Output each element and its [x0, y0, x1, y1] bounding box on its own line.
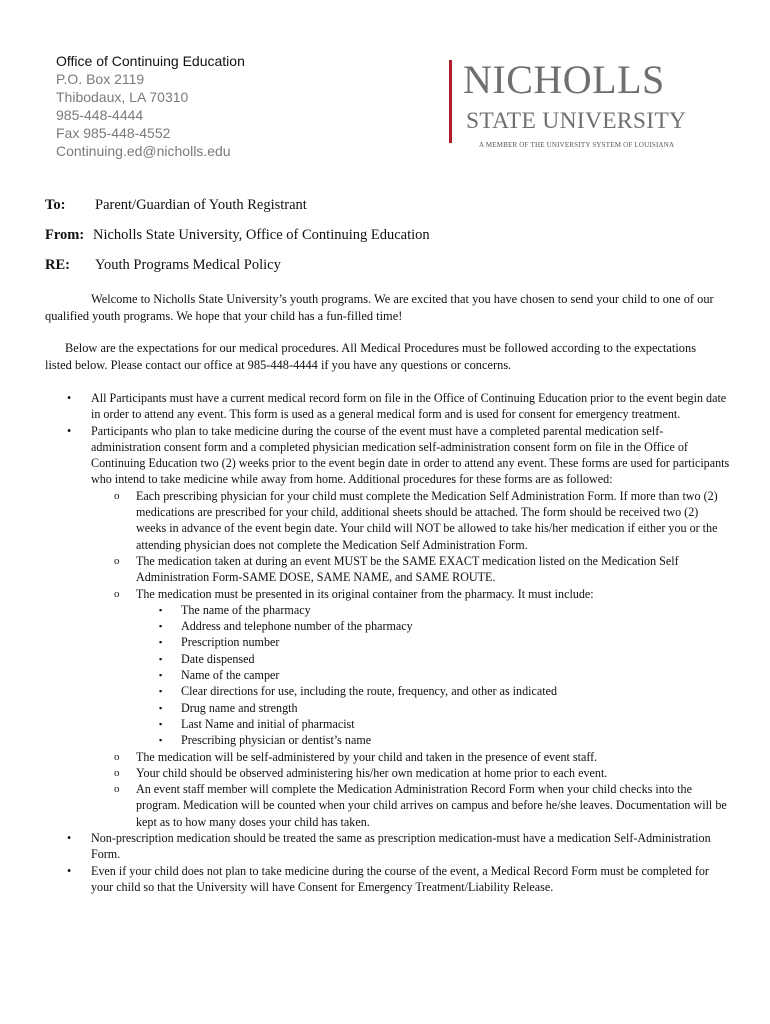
requirement-text: Prescribing physician or dentist’s name [181, 733, 372, 748]
requirement-item [136, 602, 730, 618]
memo-re-value: Youth Programs Medical Policy [95, 257, 281, 273]
square-marker: ▪ [159, 653, 163, 664]
sub-item [91, 781, 730, 830]
logo-tagline: A MEMBER OF THE UNIVERSITY SYSTEM OF LOUISIANA [479, 141, 675, 149]
square-marker: ▪ [159, 670, 163, 681]
logo-name: NICHOLLS [463, 57, 665, 102]
square-marker: ▪ [159, 621, 163, 632]
memo-to-label: To: [45, 197, 66, 213]
requirement-item [136, 700, 730, 716]
bullet-marker: • [67, 831, 72, 846]
sub-item [91, 749, 730, 765]
policy-bullet [45, 863, 730, 896]
requirement-text: Clear directions for use, including the route, frequency, and other as indicated [181, 684, 558, 699]
sub-marker: o [114, 750, 120, 763]
requirement-item [136, 667, 730, 683]
requirement-text: Drug name and strength [181, 700, 298, 715]
bullet-marker: • [67, 423, 72, 438]
requirement-text: Date dispensed [181, 651, 255, 666]
square-marker: ▪ [159, 637, 163, 648]
requirement-text: Prescription number [181, 635, 280, 650]
bullet-text: All Participants must have a current medical record form on file in the Office of Continuing Education prior to the event begin date in order to attend any event. This form is used as a general medical form and is used for consent for emergency treatment. [91, 391, 727, 422]
sub-item [91, 586, 730, 749]
welcome-paragraph: Welcome to Nicholls State University’s youth programs. We are excited that you have chosen to send your child to one of our qualified youth programs. We hope that your child has a fun-filled time! [45, 292, 714, 323]
requirement-item [136, 634, 730, 650]
requirement-item [136, 716, 730, 732]
logo-accent-bar [449, 60, 452, 143]
requirement-item [136, 732, 730, 748]
sub-text: An event staff member will complete the Medication Administration Record Form when your child checks into the program. Medication will be counted when your child arrives on campus and before he/she leaves. Documentation will be kept as to how many doses your child has taken. [136, 782, 727, 829]
office-po-box: P.O. Box 2119 [56, 71, 145, 87]
office-phone: 985-448-4444 [56, 107, 144, 123]
office-title: Office of Continuing Education [56, 53, 245, 69]
sub-text: Each prescribing physician for your child must complete the Medication Self Administration Form. If more than two (2) medications are prescribed for your child, additional sheets should be attached. The form should be received two (2) weeks in advance of the event begin date. Your child will NOT be allowed to take his/her medication if either you or the attending physician does not complete the Medication Self Administration Form. [136, 488, 718, 552]
sub-text: The medication taken at during an event MUST be the SAME EXACT medication listed on the Medication Self Administration Form-SAME DOSE, SAME NAME, and SAME ROUTE. [136, 553, 679, 585]
sub-marker: o [114, 587, 120, 600]
square-marker: ▪ [159, 702, 163, 713]
requirement-text: The name of the pharmacy [181, 602, 311, 617]
bullet-text: Non-prescription medication should be treated the same as prescription medication-must have a medication Self-Administration Form. [91, 831, 711, 862]
expectations-paragraph: Below are the expectations for our medical procedures. All Medical Procedures must be followed according to the expectations listed below. Please contact our office at 985-448-4444 if you have any questions or concerns. [45, 341, 697, 372]
sub-text: Your child should be observed administering his/her own medication at home prior to each event. [136, 765, 608, 780]
requirement-text: Last Name and initial of pharmacist [181, 716, 355, 731]
office-email: Continuing.ed@nicholls.edu [56, 143, 231, 159]
memo-from-value: Nicholls State University, Office of Continuing Education [93, 227, 430, 243]
office-city: Thibodaux, LA 70310 [56, 89, 189, 105]
sub-marker: o [114, 489, 120, 502]
requirement-item [136, 618, 730, 634]
logo-subtitle: STATE UNIVERSITY [466, 108, 687, 134]
office-address-block [56, 52, 245, 160]
requirement-list [136, 602, 730, 749]
square-marker: ▪ [159, 735, 163, 746]
sub-list [91, 488, 730, 830]
memo-to-value: Parent/Guardian of Youth Registrant [95, 197, 307, 213]
bullet-text: Participants who plan to take medicine during the course of the event must have a completed parental medication self-administration consent form and a completed physician medication self-administration consent form on file in the Office of Continuing Education two (2) weeks prior to the event begin date in order to attend any event. These forms are used for participants who intend to take medicine while away from home. Additional procedures for these forms are as followed: [91, 423, 730, 487]
sub-item [91, 488, 730, 553]
requirement-item [136, 651, 730, 667]
memo-re-label: RE: [45, 257, 70, 273]
square-marker: ▪ [159, 718, 163, 729]
sub-item [91, 553, 730, 586]
nicholls-logo [449, 57, 699, 152]
policy-bullet [45, 423, 730, 830]
sub-item [91, 765, 730, 781]
sub-marker: o [114, 783, 120, 796]
bullet-text: Even if your child does not plan to take medicine during the course of the event, a Medical Record Form must be completed for your child so that the University will have Consent for Emergency Treatment/Liability Release. [91, 863, 709, 894]
sub-marker: o [114, 766, 120, 779]
sub-text: The medication will be self-administered by your child and taken in the presence of event staff. [136, 749, 598, 764]
sub-text: The medication must be presented in its original container from the pharmacy. It must include: [136, 586, 594, 601]
sub-marker: o [114, 554, 120, 567]
requirement-text: Address and telephone number of the pharmacy [181, 619, 413, 634]
bullet-marker: • [67, 391, 72, 405]
policy-bullet [45, 390, 730, 423]
memo-from-label: From: [45, 227, 85, 243]
office-fax: Fax 985-448-4552 [56, 125, 171, 141]
requirement-text: Name of the camper [181, 668, 280, 683]
requirement-item [136, 683, 730, 699]
square-marker: ▪ [159, 686, 163, 697]
bullet-marker: • [67, 863, 72, 878]
square-marker: ▪ [159, 604, 163, 615]
policy-bullet [45, 830, 730, 863]
policy-list [45, 390, 730, 895]
